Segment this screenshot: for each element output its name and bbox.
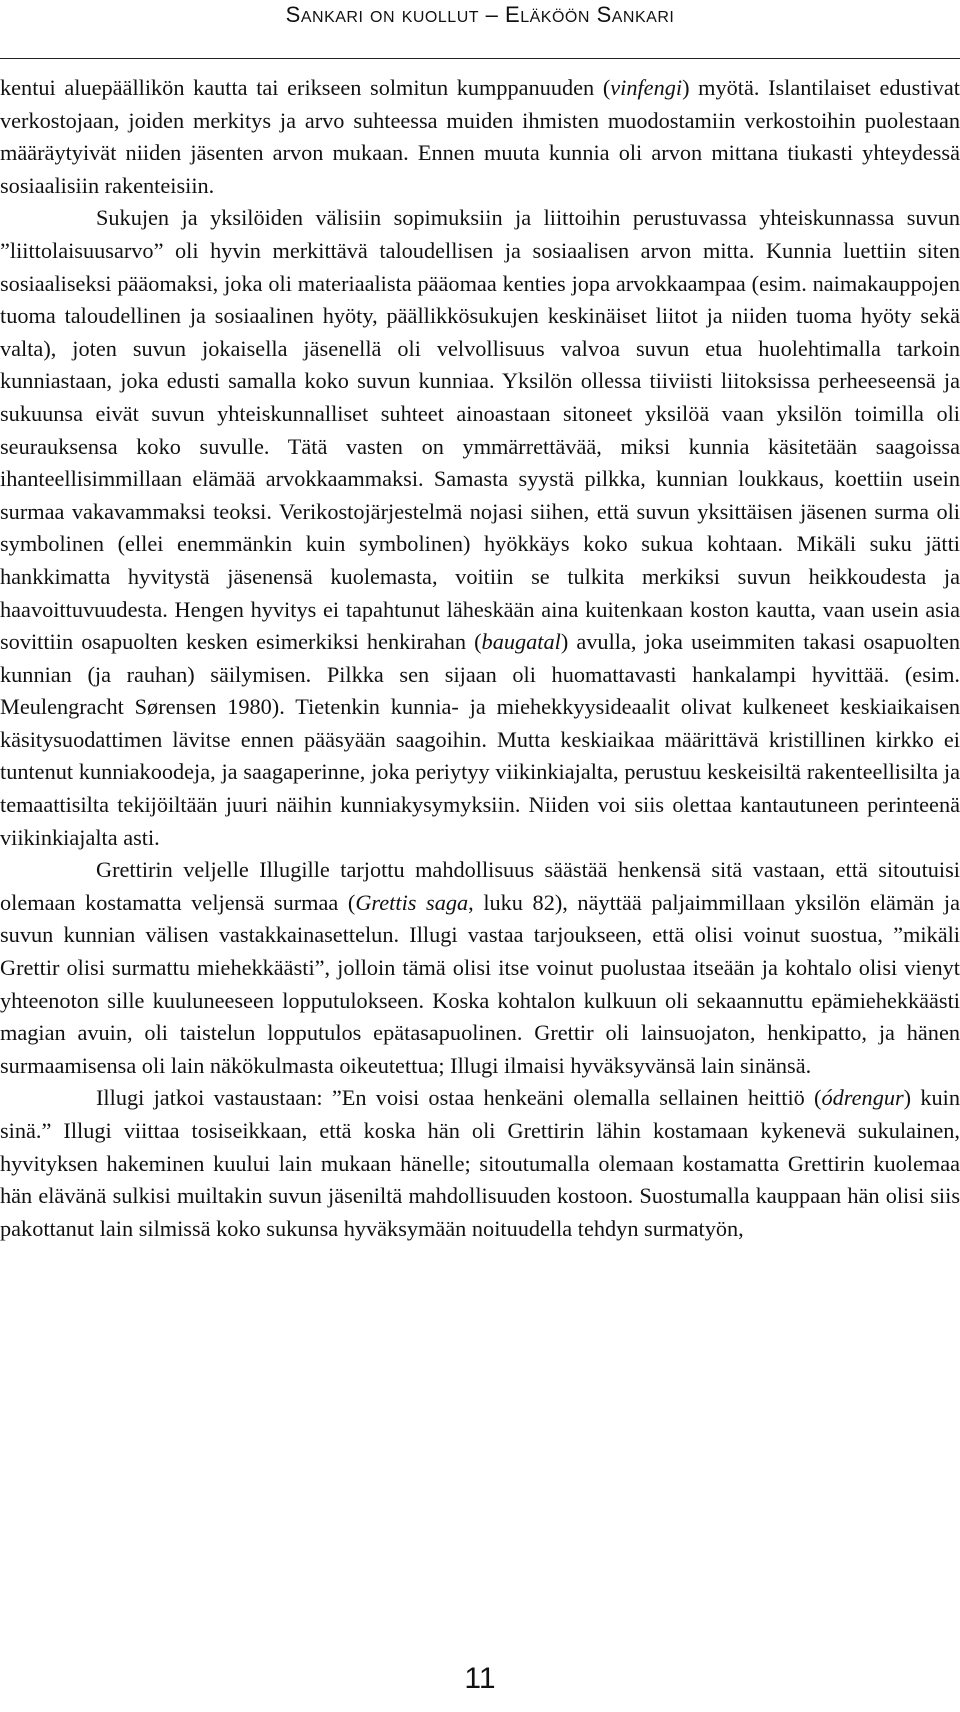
italic-term: baugatal xyxy=(481,629,561,655)
text-segment: Illugi jatkoi vastaustaan: ”En voisi ostaa henkeäni olemalla sellainen heittiö ( xyxy=(96,1085,822,1111)
italic-term: ódrengur xyxy=(821,1085,904,1111)
text-segment: , luku 82), näyttää paljaimmillaan yksilön elämän ja suvun kunnian välisen vastakkainasettelun. Illugi vastaa tarjoukseen, että olisi voinut suostua, ”mikäli Grettir olisi surmattu miehekkäästi”, jolloin tämä olisi itse voinut puolustaa itseään ja kohtalo olisi vienyt yhteenoton sille kuuluneeseen lopputulokseen. Koska kohtalon kulkuun oli sekaannuttu epämiehekkäästi magian avuin, oli taistelun lopputulos epätasapuolinen. Grettir oli lainsuojaton, henkipatto, ja hänen surmaamisensa oli lain näkökulmasta oikeutettua; Illugi ilmaisi hyväksyvänsä lain sinänsä. xyxy=(0,889,960,1078)
paragraph xyxy=(0,854,960,1082)
paragraph xyxy=(0,72,960,202)
italic-term: Grettis saga xyxy=(355,889,469,915)
running-title: SANKARI ON KUOLLUT – ELÄKÖÖN SANKARI xyxy=(285,2,675,27)
text-segment: kentui aluepäällikön kautta tai erikseen solmitun kumppanuuden ( xyxy=(0,75,611,100)
paragraph xyxy=(0,1082,960,1245)
italic-term: vinfengi xyxy=(610,75,683,100)
text-segment: Sukujen ja yksilöiden välisiin sopimuksiin ja liittoihin perustuvassa yhteiskunnassa suvun ”liittolaisuusarvo” oli hyvin merkittävä taloudellisen ja sosiaalisen arvon mitta. Kunnia luettiin siten sosiaaliseksi pääomaksi, joka oli materiaalista pääomaa kenties jopa arvokkaampaa (esim. naimakauppojen tuoma taloudellinen ja sosiaalinen hyöty, päällikkösukujen keskinäiset liitot ja niiden tuoma hyöty sekä valta), joten suvun jokaisella jäsenellä oli velvollisuus valvoa suvun etua huolehtimalla tarkoin kunniastaan, joka edusti samalla koko suvun kunniaa. Yksilön ollessa tiiviisti liitoksissa perheeseensä ja sukuunsa eivät suvun yhteiskunnalliset suhteet ainoastaan sitoneet yksilöä vaan yksilön toimilla oli seurauksensa koko suvulle. Tätä vasten on ymmärrettävää, miksi kunnia käsitetään saagoissa ihanteellisimmillaan elämää arvokkaammaksi. Samasta syystä pilkka, kunnian loukkaus, koettiin usein surmaa vakavammaksi teoksi. Verikostojärjestelmä nojasi siihen, että suvun yksittäisen jäsenen surma oli symbolinen (ellei enemmänkin kuin symbolinen) hyökkäys koko sukua kohtaan. Mikäli suku jätti hankkimatta hyvitystä jäsenensä kuolemasta, voitiin se tulkita merkiksi suvun heikkoudesta ja haavoittuvuudesta. Hengen hyvitys ei tapahtunut läheskään aina kuitenkaan koston kautta, vaan usein asia sovittiin osapuolten kesken esimerkiksi henkirahan ( xyxy=(0,205,960,655)
paragraph xyxy=(0,202,960,854)
text-segment: ) kuin sinä.” Illugi viittaa tosiseikkaan, että koska hän oli Grettirin lähin kostamaan kykenevä sukulainen, hyvityksen hakeminen kuului lain mukaan hänelle; sitoutumalla olemaan kostamatta Grettirin kuolemaa hän elävänä sulkisi muiltakin suvun jäseniltä mahdollisuuden kostoon. Suostumalla kauppaan hän olisi siis pakottanut lain silmissä koko sukunsa hyväksymään noituudella tehdyn surmatyön, xyxy=(0,1085,960,1241)
text-segment: ) avulla, joka useimmiten takasi osapuolten kunnian (ja rauhan) säilymisen. Pilkka sen sijaan oli huomattavasti hankalampi hyvittää. (esim. Meulengracht Sørensen 1980). Tietenkin kunnia- ja miehekkyysideaalit olivat kulkeneet keskiaikaisen käsitysuodattimen lävitse ennen pääsyään saagoihin. Mutta keskiaikaa määrittävä kristillinen kirkko ei tuntenut kunniakoodeja, ja saagaperinne, joka periytyy viikinkiajalta, perustuu keskeisiltä rakenteellisilta ja temaattisilta tekijöiltään juuri näihin kunniakysymyksiin. Niiden voi siis olettaa kantautuneen perinteenä viikinkiajalta asti. xyxy=(0,629,960,850)
text-segment: Grettirin veljelle Illugille tarjottu mahdollisuus säästää henkensä sitä vastaan, että sitoutuisi olemaan kostamatta veljensä surmaa ( xyxy=(0,857,960,915)
body-text xyxy=(0,72,960,1245)
header-rule xyxy=(0,58,960,59)
running-header xyxy=(0,2,960,28)
page-number: 11 xyxy=(464,1662,496,1695)
text-segment: ) myötä. Islantilaiset edustivat verkostojaan, joiden merkitys ja arvo suhteessa muiden ihmisten muodostamiin verkostoihin puolestaan määräytyivät niiden jäsenten arvon mukaan. Ennen muuta kunnia oli arvon mittana tiukasti yhteydessä sosiaalisiin rakenteisiin. xyxy=(0,75,960,198)
